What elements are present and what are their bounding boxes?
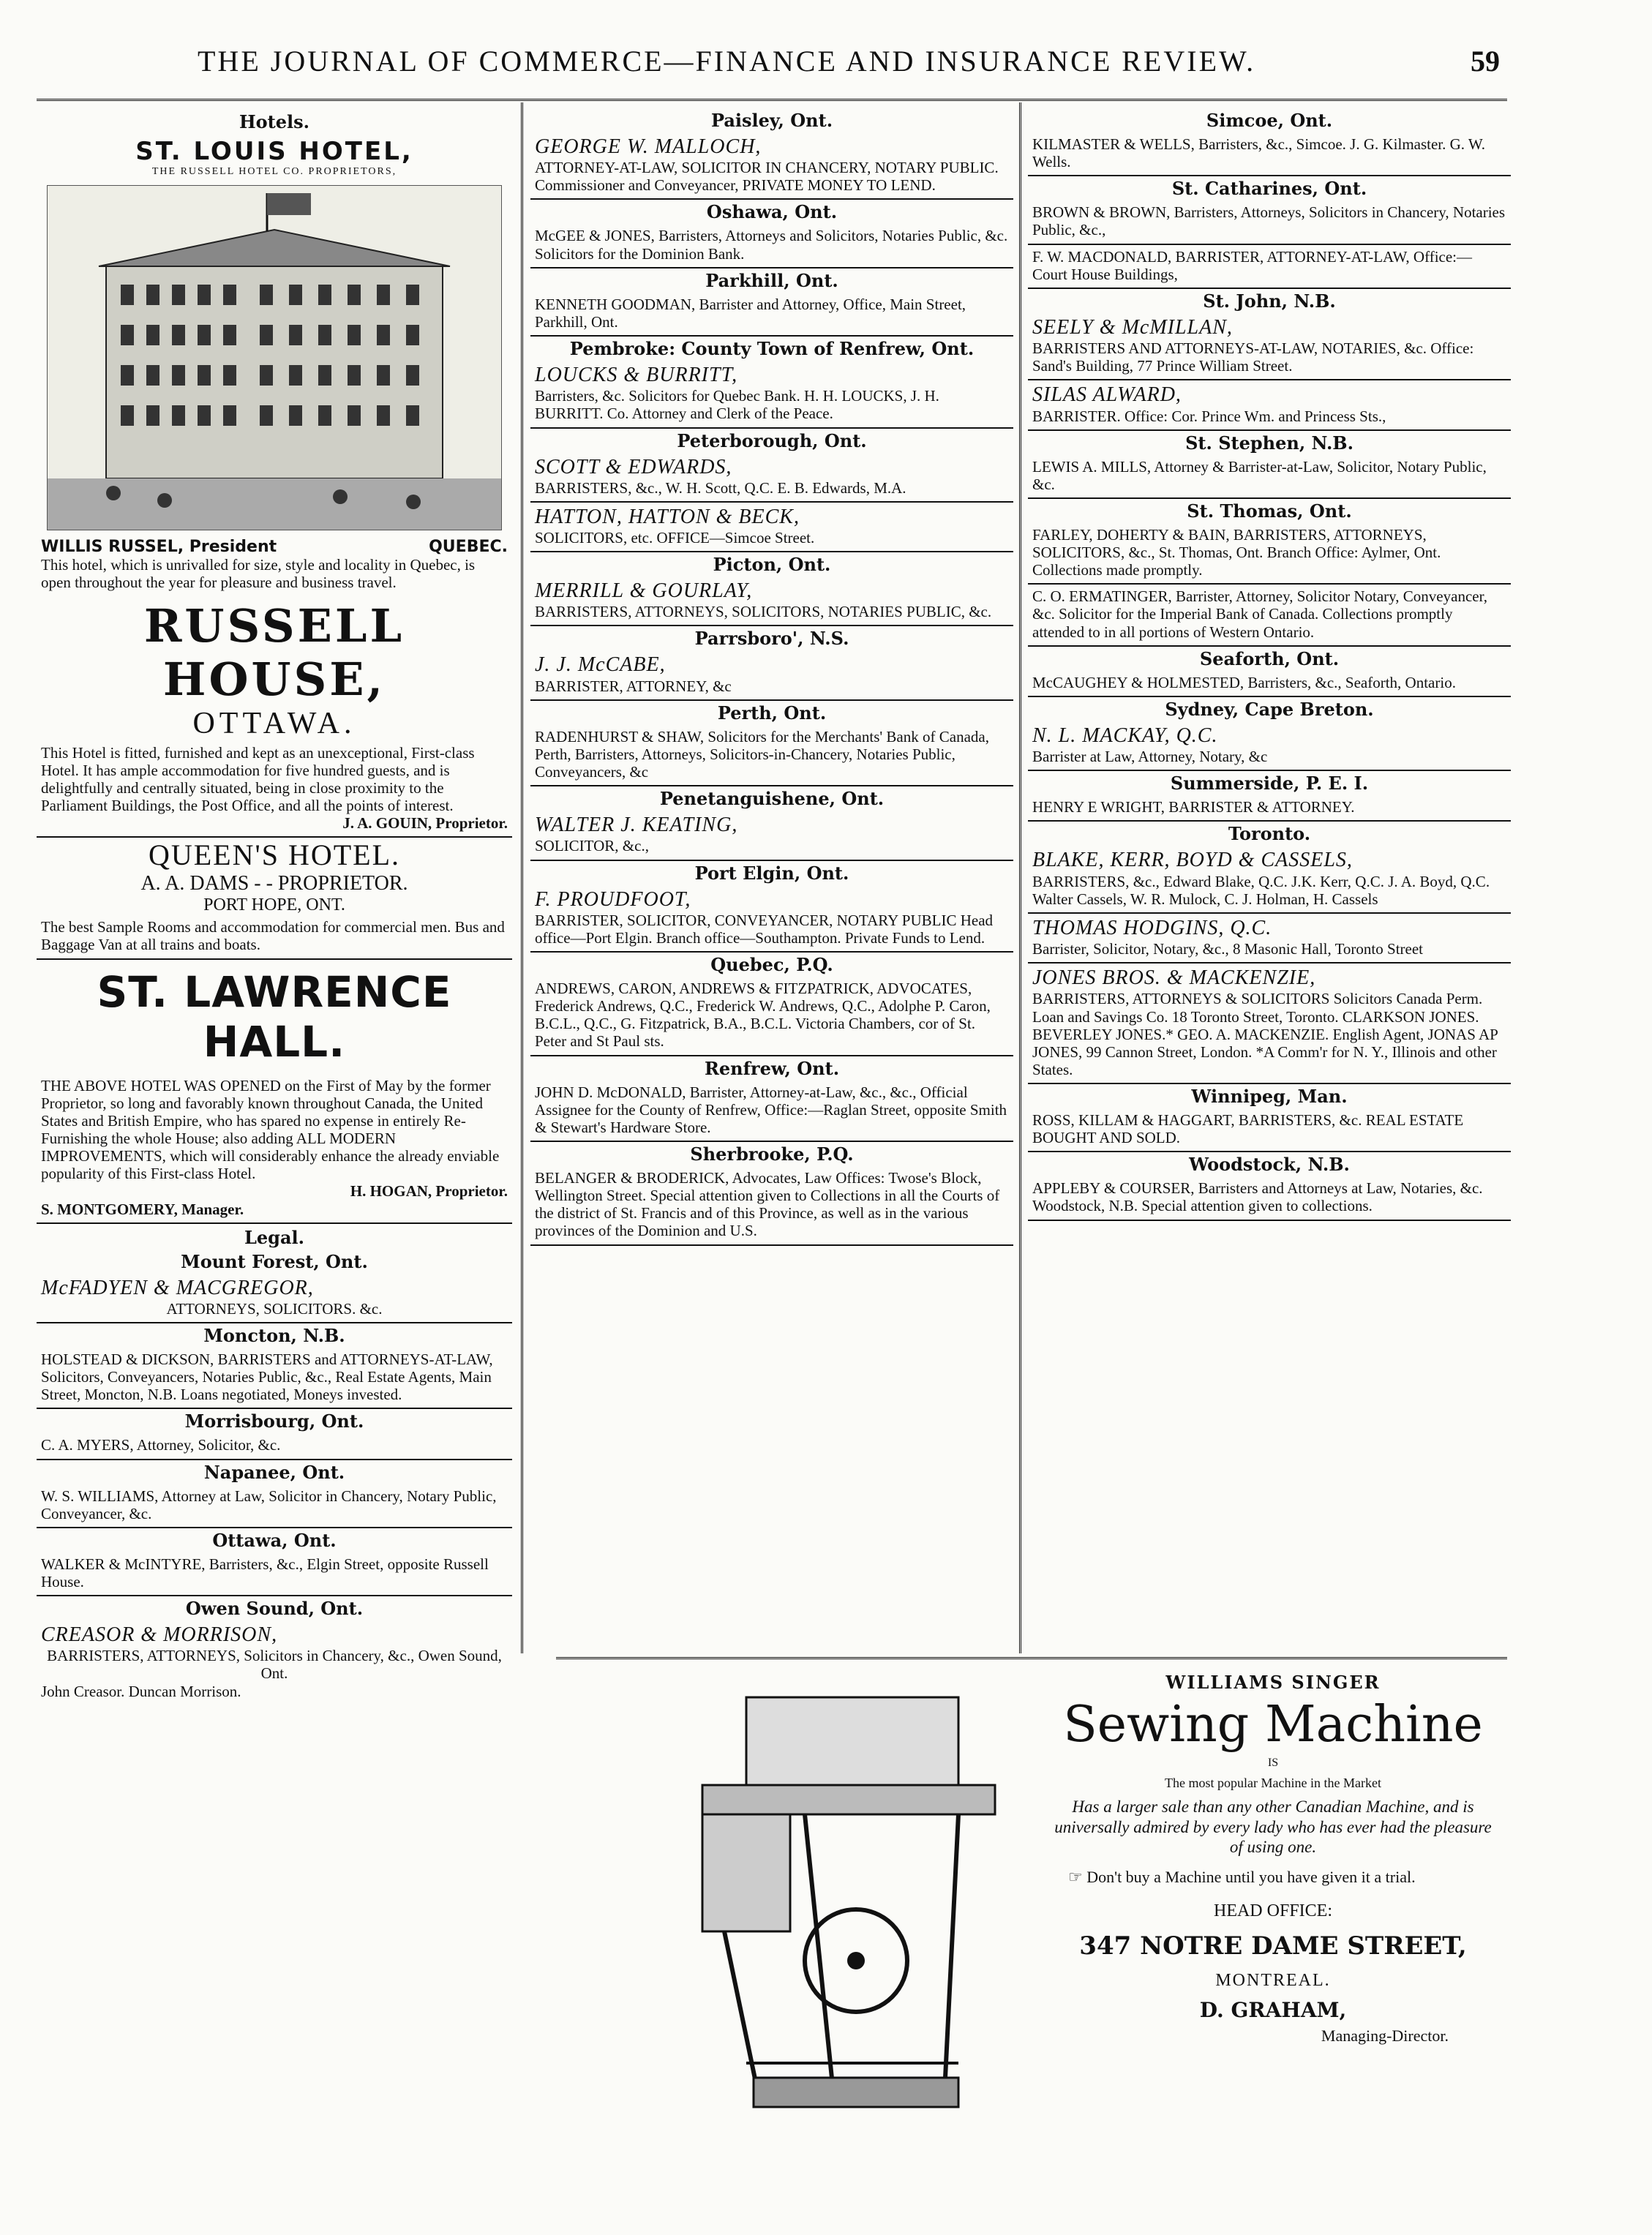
entry-text: BARRISTERS AND ATTORNEYS-AT-LAW, NOTARIES, &c. Office: Sand's Building, 77 Prince William Street. (1032, 339, 1474, 375)
legal-entry (530, 811, 1013, 860)
legal-entry (530, 503, 1013, 552)
singer-is: IS (1267, 1757, 1279, 1769)
firm-name: N. L. MACKAY, Q.C. (1032, 724, 1218, 747)
city-heading: St. Stephen, N.B. (1185, 432, 1353, 454)
city-heading: Penetanguishene, Ont. (659, 788, 885, 810)
legal-heading: Legal. (244, 1226, 304, 1248)
legal-entry (1028, 132, 1511, 176)
city-heading: Seaforth, Ont. (1199, 647, 1340, 669)
firm-name: THOMAS HODGINS, Q.C. (1032, 916, 1272, 939)
entry-text: Barristers, &c. Solicitors for Quebec Bank. H. H. LOUCKS, J. H. BURRITT. Co. Attorney and Clerk of the Peace. (535, 387, 939, 423)
firm-name: SCOTT & EDWARDS, (535, 455, 732, 478)
st-louis-president: WILLIS RUSSEL, President (41, 538, 277, 556)
entry-text: JOHN D. McDONALD, Barrister, Attorney-at-Law, &c., &c., Official Assignee for the County of Renfrew, Office:—Raglan Street, opposite Smith & Stewart's Hardware Store. (535, 1083, 1007, 1136)
firm-name: BLAKE, KERR, BOYD & CASSELS, (1032, 849, 1353, 872)
entry-text: FARLEY, DOHERTY & BAIN, BARRISTERS, ATTORNEYS, SOLICITORS, &c., St. Thomas, Ont. Branch Office: Aylmer, Ont. Collections made promptly. (1032, 525, 1441, 579)
st-lawrence-prop: H. HOGAN, Proprietor. (350, 1182, 508, 1201)
legal-entry (1028, 671, 1511, 697)
russell-house-title: RUSSELL HOUSE, (143, 598, 405, 706)
city-heading: Pembroke: County Town of Renfrew, Ont. (569, 338, 975, 360)
st-lawrence-desc: THE ABOVE HOTEL WAS OPENED on the First of May by the former Proprietor, so long and favorably known throughout Canada, the United States and British Empire, who has spared no expense in entirely Re-Furnishing the whole House; also adding ALL MODERN IMPROVEMENTS, which will considerably enhance the already enviable popularity of this First-class Hotel. (41, 1076, 500, 1183)
legal-entry (1028, 846, 1511, 913)
legal-list-3 (1028, 110, 1511, 1221)
entry-text: BELANGER & BRODERICK, Advocates, Law Offices: Twose's Block, Wellington Street. Special attention given to Collections in all the Courts of the district of St. Francis and of this Province, as well as in the various provinces of the Dominion and U.S. (535, 1169, 1000, 1240)
city-heading: Moncton, N.B. (203, 1325, 345, 1347)
legal-entry (1028, 795, 1511, 822)
entry-text: BARRISTER, ATTORNEY, &c (535, 677, 732, 695)
singer-advert (1054, 1672, 1493, 2046)
column-rule-1 (521, 102, 523, 1653)
city-heading: Napanee, Ont. (203, 1461, 345, 1483)
city-heading: Quebec, P.Q. (710, 954, 833, 976)
legal-entry (530, 576, 1013, 626)
entry-text: C. O. ERMATINGER, Barrister, Attorney, Solicitor Notary, Conveyancer, &c. Solicitor for the Imperial Bank of Canada. Collections promptly attended to in all portions of Western Ontario. (1032, 587, 1487, 641)
city-heading: St. Catharines, Ont. (1171, 178, 1367, 200)
hotels-heading: Hotels. (239, 111, 310, 132)
entry-text: BARRISTERS, ATTORNEYS, Solicitors in Chancery, &c., Owen Sound, Ont. (47, 1647, 502, 1683)
column-legal-3 (1028, 108, 1511, 1221)
firm-name: LOUCKS & BURRITT, (535, 364, 738, 387)
legal-entry (530, 1166, 1013, 1246)
russell-house-prop: J. A. GOUIN, Proprietor. (342, 814, 508, 833)
firm-name: GEORGE W. MALLOCH, (535, 135, 762, 158)
russell-house-city: OTTAWA. (192, 706, 356, 740)
entry-text: RADENHURST & SHAW, Solicitors for the Merchants' Bank of Canada, Perth, Barristers, Attorneys, Solicitors-in-Chancery, Notaries Public, Conveyancers, &c (535, 727, 989, 781)
entry-text: Barrister, Solicitor, Notary, &c., 8 Masonic Hall, Toronto Street (1032, 940, 1423, 958)
st-lawrence-title: ST. LAWRENCE HALL. (97, 966, 452, 1067)
entry-text: SOLICITOR, &c., (535, 837, 649, 855)
entry-text: BARRISTERS, &c., W. H. Scott, Q.C. E. B. Edwards, M.A. (535, 478, 906, 497)
legal-entry (530, 224, 1013, 268)
city-heading: Sherbrooke, P.Q. (690, 1143, 854, 1165)
singer-director-name: D. GRAHAM, (1199, 1997, 1347, 2022)
singer-advice: ☞ Don't buy a Machine until you have given it a trial. (1068, 1867, 1416, 1886)
city-heading: Parkhill, Ont. (705, 269, 838, 291)
firm-name: SILAS ALWARD, (1032, 383, 1182, 407)
legal-entry (37, 1484, 512, 1528)
entry-text: BARRISTER, SOLICITOR, CONVEYANCER, NOTARY PUBLIC Head office—Port Elgin. Branch office—Southampton. Private Funds to Lend. (535, 911, 994, 947)
city-heading: St. Thomas, Ont. (1187, 500, 1352, 522)
entry-text: BARRISTER. Office: Cor. Prince Wm. and Princess Sts., (1032, 407, 1386, 425)
legal-entry (530, 293, 1013, 337)
city-heading: Morrisbourg, Ont. (184, 1411, 364, 1432)
entry-text: LEWIS A. MILLS, Attorney & Barrister-at-Law, Solicitor, Notary Public, &c. (1032, 457, 1487, 493)
column-legal-2 (530, 108, 1013, 1246)
city-heading: Port Elgin, Ont. (694, 862, 849, 884)
legal-entry (530, 885, 1013, 953)
legal-entry (1028, 721, 1511, 771)
column-hotels-legal (37, 108, 512, 1705)
legal-entry (37, 1620, 512, 1705)
st-louis-info (37, 538, 512, 592)
entry-text: W. S. WILLIAMS, Attorney at Law, Solicitor in Chancery, Notary Public, Conveyancer, &c. (41, 1487, 497, 1522)
singer-name: WILLIAMS SINGER (1165, 1672, 1381, 1693)
legal-entry (37, 1433, 512, 1460)
legal-entry (530, 132, 1013, 200)
singer-address: 347 NOTRE DAME STREET, (1079, 1931, 1467, 1961)
entry-text: BARRISTERS, ATTORNEYS, SOLICITORS, NOTARIES PUBLIC, &c. (535, 603, 992, 621)
page-header (44, 44, 1500, 88)
russell-house-desc: This Hotel is fitted, furnished and kept as an unexceptional, First-class Hotel. It has ample accommodation for five hundred guests, and is delightfully and centrally situated, being in close proximity to the Parliament Buildings, the Post Office, and all the points of interest. (41, 743, 475, 814)
legal-entry (1028, 1108, 1511, 1152)
queens-hotel-title: QUEEN'S HOTEL. (148, 838, 401, 872)
journal-title: THE JOURNAL OF COMMERCE—FINANCE AND INSURANCE REVIEW. (198, 45, 1256, 78)
entry-text: BROWN & BROWN, Barristers, Attorneys, Solicitors in Chancery, Notaries Public, &c., (1032, 203, 1506, 239)
entry-names: John Creasor. Duncan Morrison. (41, 1682, 241, 1700)
entry-text: HOLSTEAD & DICKSON, BARRISTERS and ATTORNEYS-AT-LAW, Solicitors, Conveyancers, Notaries Public, &c., Real Estate Agents, Main Street, Moncton, N.B. Loans negotiated, Moneys invested. (41, 1351, 493, 1404)
singer-city: MONTREAL. (1215, 1970, 1331, 1990)
city-heading: Picton, Ont. (713, 554, 831, 576)
entry-text: SOLICITORS, etc. OFFICE—Simcoe Street. (535, 529, 815, 547)
legal-entry (1028, 523, 1511, 585)
firm-name: McFADYEN & MACGREGOR, (41, 1276, 314, 1299)
advert-rule (556, 1657, 1507, 1659)
city-heading: Parrsboro', N.S. (694, 628, 849, 650)
header-rule (37, 99, 1507, 101)
entry-text: APPLEBY & COURSER, Barristers and Attorneys at Law, Notaries, &c. Woodstock, N.B. Special attention given to collections. (1032, 1179, 1483, 1215)
firm-name: WALTER J. KEATING, (535, 814, 738, 837)
firm-name: SEELY & McMILLAN, (1032, 315, 1233, 339)
legal-entry (1028, 245, 1511, 289)
city-heading: Summerside, P. E. I. (1170, 773, 1369, 795)
legal-entry (1028, 380, 1511, 430)
entry-text: BARRISTERS, ATTORNEYS & SOLICITORS Solicitors Canada Perm. Loan and Savings Co. 18 Toronto Street, Toronto. CLARKSON JONES. BEVERLEY JONES.* GEO. A. MACKENZIE. English Agent, JONAS AP JONES, 99 Cannon Street, London. *A Comm'r for N. Y., Illinois and other States. (1032, 990, 1498, 1078)
entry-text: BARRISTERS, &c., Edward Blake, Q.C. J.K. Kerr, Q.C. J. A. Boyd, Q.C. Walter Cassels, W. R. Mulock, C. J. Holman, H. Cassels (1032, 872, 1490, 908)
legal-entry (530, 361, 1013, 428)
city-heading: Sydney, Cape Breton. (1165, 698, 1374, 720)
firm-name: MERRILL & GOURLAY, (535, 579, 753, 603)
city-heading: Mount Forest, Ont. (181, 1250, 368, 1272)
legal-entry (1028, 200, 1511, 244)
city-heading: Peterborough, Ont. (677, 429, 867, 451)
legal-entry (1028, 455, 1511, 499)
singer-director-title: Managing-Director. (1321, 2026, 1449, 2045)
entry-text: ANDREWS, CARON, ANDREWS & FITZPATRICK, ADVOCATES, Frederick Andrews, Q.C., Frederick W. Andrews, Q.C., Adolphe P. Caron, B.C.L., Q.C., G. Fitzpatrick, B.A., B.C.L. Victoria Chambers, cor of St. Peter and St Paul sts. (535, 980, 991, 1051)
russell-house-entry (37, 741, 512, 838)
city-heading: Paisley, Ont. (710, 110, 833, 131)
singer-tagline: The most popular Machine in the Market (1165, 1776, 1381, 1790)
entry-text: KENNETH GOODMAN, Barrister and Attorney, Office, Main Street, Parkhill, Ont. (535, 295, 966, 331)
firm-name: F. PROUDFOOT, (535, 887, 691, 911)
city-heading: Ottawa, Ont. (212, 1529, 337, 1551)
st-louis-title: ST. LOUIS HOTEL, (135, 137, 413, 166)
legal-entry (1028, 585, 1511, 646)
legal-entry (530, 453, 1013, 503)
legal-entry (1028, 914, 1511, 964)
firm-name: J. J. McCABE, (535, 653, 666, 677)
hotel-illustration (47, 185, 502, 530)
legal-list-2 (530, 110, 1013, 1246)
entry-text: HENRY E WRIGHT, BARRISTER & ATTORNEY. (1032, 798, 1355, 816)
legal-entry (530, 1081, 1013, 1142)
legal-entry (530, 725, 1013, 786)
legal-entry (1028, 1176, 1511, 1220)
city-heading: Simcoe, Ont. (1206, 110, 1333, 131)
entry-text: KILMASTER & WELLS, Barristers, &c., Simcoe. J. G. Kilmaster. G. W. Wells. (1032, 135, 1486, 171)
singer-desc: Has a larger sale than any other Canadian Machine, and is universally admired by every lady who has ever had the pleasure of using one. (1054, 1798, 1492, 1857)
entry-text: ATTORNEYS, SOLICITORS. &c. (166, 1299, 383, 1318)
city-heading: St. John, N.B. (1203, 290, 1336, 312)
column-rule-2 (1019, 102, 1021, 1653)
st-louis-city: QUEBEC. (429, 538, 508, 556)
firm-name: JONES BROS. & MACKENZIE, (1032, 966, 1316, 990)
firm-name: HATTON, HATTON & BECK, (535, 505, 800, 528)
firm-name: CREASOR & MORRISON, (41, 1623, 278, 1647)
legal-entry (37, 1274, 512, 1323)
queens-hotel-place: PORT HOPE, ONT. (203, 895, 345, 915)
entry-text: McCAUGHEY & HOLMESTED, Barristers, &c., Seaforth, Ontario. (1032, 673, 1456, 691)
entry-text: ATTORNEY-AT-LAW, SOLICITOR IN CHANCERY, NOTARY PUBLIC. Commissioner and Conveyancer, PRIVATE MONEY TO LEND. (535, 159, 999, 195)
entry-text: C. A. MYERS, Attorney, Solicitor, &c. (41, 1436, 281, 1454)
queens-hotel-desc: The best Sample Rooms and accommodation for commercial men. Bus and Baggage Van at all trains and boats. (41, 918, 505, 954)
city-heading: Oshawa, Ont. (706, 201, 838, 223)
entry-text: ROSS, KILLAM & HAGGART, BARRISTERS, &c. REAL ESTATE BOUGHT AND SOLD. (1032, 1111, 1464, 1147)
city-heading: Woodstock, N.B. (1189, 1154, 1350, 1176)
st-louis-sub: THE RUSSELL HOTEL CO. PROPRIETORS, (151, 166, 397, 177)
entry-text: Barrister at Law, Attorney, Notary, &c (1032, 748, 1268, 766)
entry-text: McGEE & JONES, Barristers, Attorneys and Solicitors, Notaries Public, &c. Solicitors for the Dominion Bank. (535, 227, 1008, 263)
st-lawrence-entry (37, 1074, 512, 1224)
singer-head-office: HEAD OFFICE: (1213, 1901, 1332, 1920)
singer-title: Sewing Machine (1063, 1696, 1483, 1754)
legal-entry (530, 650, 1013, 700)
st-lawrence-mgr: S. MONTGOMERY, Manager. (41, 1200, 244, 1218)
city-heading: Owen Sound, Ont. (185, 1598, 364, 1620)
page-number: 59 (1471, 45, 1500, 78)
legal-entry (37, 1348, 512, 1409)
legal-entry (1028, 964, 1511, 1084)
sewing-machine-illustration (637, 1683, 1046, 2129)
city-heading: Renfrew, Ont. (704, 1057, 840, 1079)
queens-hotel-entry (37, 915, 512, 959)
city-heading: Perth, Ont. (717, 702, 827, 724)
legal-entry (530, 977, 1013, 1056)
entry-text: F. W. MACDONALD, BARRISTER, ATTORNEY-AT-LAW, Office:—Court House Buildings, (1032, 247, 1473, 283)
legal-entry (37, 1552, 512, 1596)
city-heading: Toronto. (1228, 823, 1311, 845)
legal-entry (1028, 313, 1511, 380)
city-heading: Winnipeg, Man. (1191, 1086, 1348, 1108)
entry-text: WALKER & McINTYRE, Barristers, &c., Elgin Street, opposite Russell House. (41, 1555, 489, 1590)
queens-hotel-line: A. A. DAMS - - PROPRIETOR. (140, 872, 408, 895)
st-louis-desc: This hotel, which is unrivalled for size, style and locality in Quebec, is open throughout the year for pleasure and business travel. (41, 556, 476, 592)
